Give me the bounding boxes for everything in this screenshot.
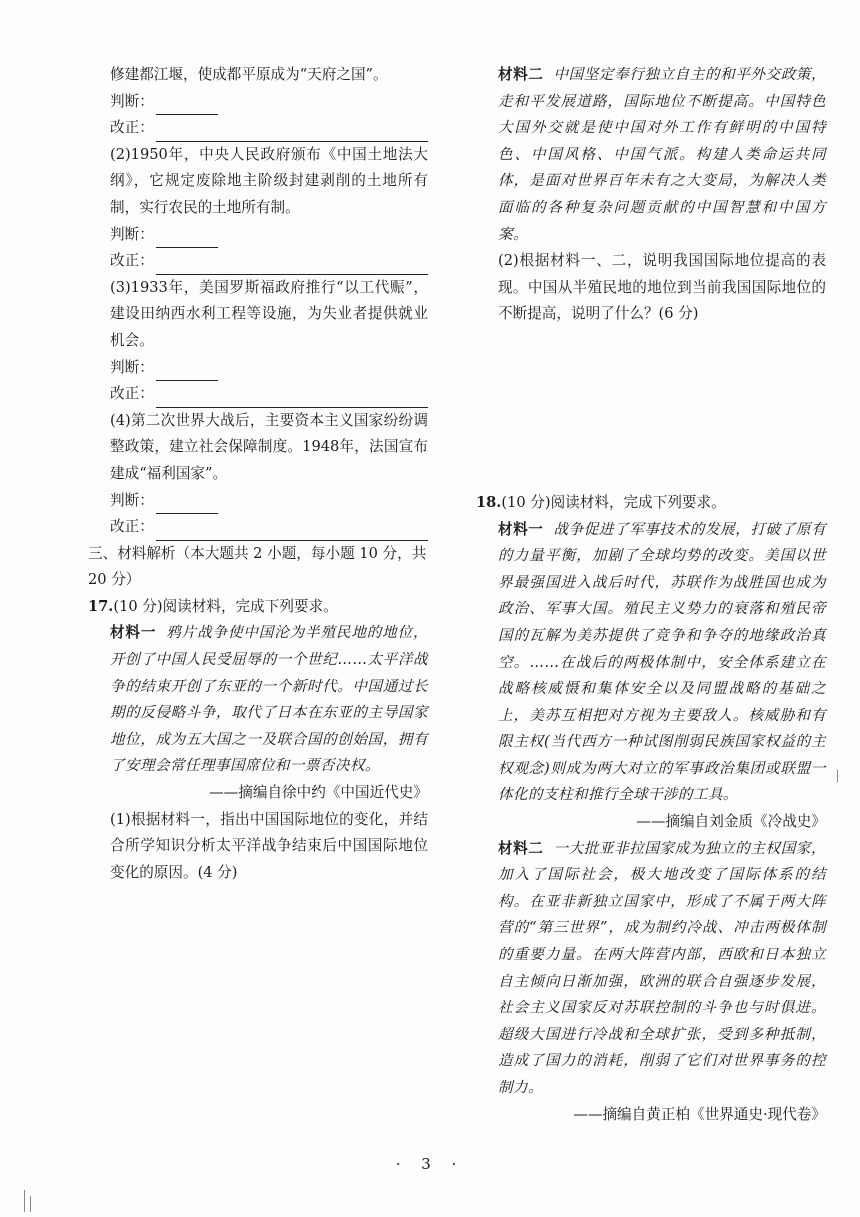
judge-label: 判断：: [110, 358, 154, 376]
correct-label: 改正：: [110, 518, 154, 536]
item3-text: (3)1933年，美国罗斯福政府推行“以工代赈”，建设田纳西水利工程等设施，为失业者提供就业机会。: [110, 278, 428, 349]
correct-label: 改正：: [110, 119, 154, 137]
margin-mark: [837, 770, 838, 782]
q17-material-1-source: ——摘编自徐中约《中国近代史》: [209, 784, 428, 802]
judge-answer-blank[interactable]: [156, 495, 218, 514]
q17-material-1: [110, 620, 428, 780]
material-label: 材料一: [110, 624, 157, 642]
q18-material-1-source: ——摘编自刘金质《冷战史》: [636, 813, 826, 831]
section-3-heading: 三、材料解析（本大题共 2 小题，每小题 10 分，共 20 分）: [88, 544, 427, 589]
judge-answer-blank[interactable]: [156, 229, 218, 248]
correct-label: 改正：: [110, 385, 154, 403]
item2-judge-row: [110, 222, 428, 249]
material-label: 材料二: [498, 839, 544, 857]
q18-material-2-source: ——摘编自黄正柏《世界通史·现代卷》: [573, 1105, 826, 1123]
q18-material-2: [498, 836, 826, 1102]
q17-number: 17.: [88, 597, 114, 615]
margin-mark: [30, 1196, 31, 1212]
item1-continuation: 修建都江堰，使成都平原成为“天府之国”。: [110, 66, 388, 83]
material-text: 鸦片战争使中国沦为半殖民地的地位，开创了中国人民受屈辱的一个世纪……太平洋战争的结束开创了东亚的一个新时代。中国通过长期的反侵略斗争，取代了日本在东亚的主导国家地位，成为五大国之一及联合国的创始国，拥有了安理会常任理事国席位和一票否决权。: [110, 624, 428, 775]
q17-instruction: (10 分)阅读材料，完成下列要求。: [113, 597, 338, 615]
judge-answer-blank[interactable]: [156, 96, 218, 115]
item4-judge-row: [110, 488, 428, 515]
item2-text: (2)1950年，中央人民政府颁布《中国土地法大纲》，它规定废除地主阶级封建剥削的土地所有制，实行农民的土地所有制。: [110, 145, 428, 216]
judge-answer-blank[interactable]: [156, 362, 218, 381]
answer-space[interactable]: [498, 328, 826, 490]
material-text: 战争促进了军事技术的发展，打破了原有的力量平衡，加剧了全球均势的改变。美国以世界最强国进入战后时代，苏联作为战胜国也成为政治、军事大国。殖民主义势力的衰落和殖民帝国的瓦解为美苏提供了竞争和争夺的地缘政治真空。……在战后的两极体制中，安全体系建立在战略核威慑和集体安全以及同盟战略的基础之上，美苏互相把对方视为主要敌人。核威胁和有限主权(当代西方一种试图削弱民族国家权益的主权观念)则成为两大对立的军事政治集团或联盟一体化的支柱和推行全球干涉的工具。: [498, 520, 826, 804]
correct-answer-blank[interactable]: [156, 522, 428, 541]
margin-mark: [24, 1190, 25, 1212]
left-column: [88, 62, 428, 886]
q17-subquestion-1: (1)根据材料一，指出中国国际地位的变化，并结合所学知识分析太平洋战争结束后中国国际地位变化的原因。(4 分): [110, 810, 428, 881]
item1-correct-row: [110, 115, 428, 142]
q17-material-2: [498, 62, 826, 248]
item4-correct-row: [110, 514, 428, 541]
material-text: 中国坚定奉行独立自主的和平外交政策，走和平发展道路，国际地位不断提高。中国特色大国外交就是使中国对外工作有鲜明的中国特色、中国风格、中国气派。构建人类命运共同体，是面对世界百年未有之大变局，为解决人类面临的各种复杂问题贡献的中国智慧和中国方案。: [498, 66, 826, 243]
correct-answer-blank[interactable]: [156, 123, 428, 142]
item4-text: (4)第二次世界大战后，主要资本主义国家纷纷调整政策，建立社会保障制度。1948年，法国宣布建成“福利国家”。: [110, 411, 428, 482]
material-text: 一大批亚非拉国家成为独立的主权国家，加入了国际社会，极大地改变了国际体系的结构。在亚非新独立国家中，形成了不属于两大阵营的“第三世界”，成为制约冷战、冲击两极体制的重要力量。在两大阵营内部，西欧和日本独立自主倾向日渐加强，欧洲的联合自强逐步发展，社会主义国家反对苏联控制的斗争也与时俱进。超级大国进行冷战和全球扩张，受到多种抵制，造成了国力的消耗，削弱了它们对世界事务的控制力。: [498, 839, 826, 1096]
right-column: [476, 62, 826, 1128]
q17-intro: [88, 594, 428, 621]
q18-instruction: (10 分)阅读材料，完成下列要求。: [501, 493, 726, 511]
correct-answer-blank[interactable]: [156, 256, 428, 275]
q18-material-1: [498, 517, 826, 810]
material-label: 材料一: [498, 520, 544, 538]
item1-judge-row: [110, 89, 428, 116]
judge-label: 判断：: [110, 225, 154, 243]
judge-label: 判断：: [110, 491, 154, 509]
q18-intro: [476, 490, 826, 517]
item3-correct-row: [110, 381, 428, 408]
item2-correct-row: [110, 248, 428, 275]
q18-number: 18.: [476, 493, 502, 511]
correct-label: 改正：: [110, 252, 154, 270]
q17-subquestion-2: (2)根据材料一、二，说明我国国际地位提高的表现。中国从半殖民地的地位到当前我国国际地位的不断提高，说明了什么？(6 分): [498, 252, 826, 323]
item3-judge-row: [110, 355, 428, 382]
correct-answer-blank[interactable]: [156, 389, 428, 408]
material-label: 材料二: [498, 66, 544, 83]
page-number: · 3 ·: [395, 1155, 465, 1173]
judge-label: 判断：: [110, 92, 154, 110]
